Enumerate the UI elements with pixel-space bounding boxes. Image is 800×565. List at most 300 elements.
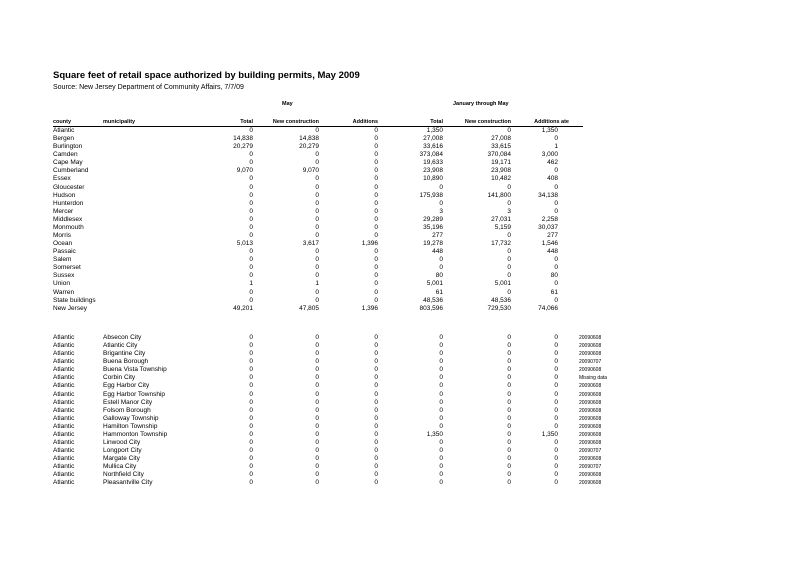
county-summary-table bbox=[0, 127, 800, 313]
date-code-cell: 20090707 bbox=[579, 359, 602, 366]
may-additions-cell: 0 bbox=[374, 430, 378, 438]
ytd-additions-cell: 0 bbox=[554, 350, 558, 358]
county-name-cell: Gloucester bbox=[53, 183, 85, 191]
ytd-additions-cell: 277 bbox=[547, 232, 558, 240]
ytd-total-cell: 0 bbox=[439, 447, 443, 455]
ytd-total-cell: 0 bbox=[439, 374, 443, 382]
county-name-cell: Hunterdon bbox=[53, 199, 84, 207]
municipality-row bbox=[0, 366, 800, 374]
may-total-cell: 0 bbox=[249, 248, 253, 256]
ytd-new-cell: 0 bbox=[507, 471, 511, 479]
county-name-cell: Essex bbox=[53, 175, 71, 183]
county-name-cell: Passaic bbox=[53, 248, 76, 256]
county-name-cell: Salem bbox=[53, 256, 72, 264]
county-row bbox=[0, 224, 800, 232]
may-additions-cell: 0 bbox=[374, 390, 378, 398]
may-total-cell: 0 bbox=[249, 439, 253, 447]
may-additions-cell: 0 bbox=[374, 199, 378, 207]
may-total-cell: 0 bbox=[249, 390, 253, 398]
municipality-name-cell: Hammonton Township bbox=[103, 430, 168, 438]
may-additions-cell: 0 bbox=[374, 471, 378, 479]
municipality-name-cell: Absecon City bbox=[103, 334, 142, 341]
ytd-new-cell: 17,732 bbox=[491, 240, 511, 248]
municipality-name-cell: Longport City bbox=[103, 447, 142, 455]
municipality-name-cell: Brigantine City bbox=[103, 350, 146, 358]
may-new-cell: 0 bbox=[315, 439, 319, 447]
county-row bbox=[0, 167, 800, 175]
municipality-row bbox=[0, 382, 800, 390]
may-total-cell: 0 bbox=[249, 232, 253, 240]
municipality-row bbox=[0, 455, 800, 463]
ytd-new-cell: 0 bbox=[507, 334, 511, 341]
municipality-row bbox=[0, 439, 800, 447]
may-new-cell: 0 bbox=[315, 382, 319, 390]
county-name-cell: Somerset bbox=[53, 264, 81, 272]
ytd-additions-cell: 0 bbox=[554, 471, 558, 479]
date-code-cell: 20090608 bbox=[579, 399, 602, 406]
may-new-cell: 0 bbox=[315, 207, 319, 215]
may-additions-cell: 1,396 bbox=[361, 240, 378, 248]
ytd-new-cell: 0 bbox=[507, 358, 511, 366]
may-total-cell: 0 bbox=[249, 471, 253, 479]
ytd-additions-cell: 34,138 bbox=[538, 191, 558, 199]
may-additions-cell: 0 bbox=[374, 264, 378, 272]
may-new-cell: 0 bbox=[315, 358, 319, 366]
municipality-name-cell: Buena Vista Township bbox=[103, 366, 167, 374]
ytd-total-cell: 0 bbox=[439, 390, 443, 398]
may-total-cell: 0 bbox=[249, 272, 253, 280]
may-total-cell: 0 bbox=[249, 358, 253, 366]
county-name-cell: Atlantic bbox=[53, 422, 75, 430]
ytd-new-cell: 0 bbox=[507, 430, 511, 438]
ytd-new-cell: 141,800 bbox=[487, 191, 511, 199]
may-additions-cell: 0 bbox=[374, 135, 378, 143]
ytd-total-cell: 0 bbox=[439, 471, 443, 479]
ytd-new-cell: 0 bbox=[507, 406, 511, 414]
ytd-additions-cell: 61 bbox=[550, 288, 558, 296]
may-total-cell: 0 bbox=[249, 151, 253, 159]
ytd-new-cell: 729,530 bbox=[487, 304, 511, 312]
may-additions-cell: 0 bbox=[374, 398, 378, 406]
municipality-name-cell: Egg Harbor Township bbox=[103, 390, 166, 398]
may-total-cell: 0 bbox=[249, 191, 253, 199]
may-new-cell: 0 bbox=[315, 406, 319, 414]
ytd-additions-cell: 0 bbox=[554, 382, 558, 390]
may-total-cell: 0 bbox=[249, 256, 253, 264]
municipality-name-cell: Buena Borough bbox=[103, 358, 149, 366]
date-code-cell: 20090608 bbox=[579, 415, 602, 422]
ytd-new-cell: 0 bbox=[507, 199, 511, 207]
may-additions-cell: 0 bbox=[374, 358, 378, 366]
may-total-cell: 0 bbox=[249, 382, 253, 390]
may-additions-cell: 0 bbox=[374, 232, 378, 240]
county-row bbox=[0, 240, 800, 248]
ytd-total-cell: 0 bbox=[439, 358, 443, 366]
county-row bbox=[0, 280, 800, 288]
may-additions-cell: 0 bbox=[374, 455, 378, 463]
may-additions-cell: 0 bbox=[374, 447, 378, 455]
may-additions-cell: 0 bbox=[374, 422, 378, 430]
may-additions-cell: 0 bbox=[374, 334, 378, 341]
county-name-cell: Cape May bbox=[53, 159, 83, 167]
may-additions-cell: 0 bbox=[374, 479, 378, 487]
may-new-cell: 0 bbox=[315, 366, 319, 374]
may-additions-cell: 0 bbox=[374, 280, 378, 288]
may-total-cell: 5,013 bbox=[236, 240, 253, 248]
municipality-row bbox=[0, 391, 800, 399]
may-new-cell: 14,838 bbox=[299, 135, 319, 143]
municipality-row bbox=[0, 399, 800, 407]
ytd-new-cell: 0 bbox=[507, 479, 511, 487]
may-new-cell: 0 bbox=[315, 159, 319, 167]
county-name-cell: Sussex bbox=[53, 272, 75, 280]
county-name-cell: Atlantic bbox=[53, 447, 75, 455]
county-row bbox=[0, 184, 800, 192]
may-additions-cell: 0 bbox=[374, 183, 378, 191]
ytd-total-cell: 0 bbox=[439, 463, 443, 471]
municipality-name-cell: Mullica City bbox=[103, 463, 137, 471]
may-total-cell: 0 bbox=[249, 342, 253, 350]
may-new-cell: 0 bbox=[315, 398, 319, 406]
may-new-cell: 0 bbox=[315, 374, 319, 382]
county-row bbox=[0, 216, 800, 224]
may-new-cell: 0 bbox=[315, 414, 319, 422]
county-name-cell: Atlantic bbox=[53, 439, 75, 447]
ytd-total-cell: 0 bbox=[439, 350, 443, 358]
date-code-cell: 20090608 bbox=[579, 472, 602, 479]
may-total-cell: 0 bbox=[249, 127, 253, 134]
county-row bbox=[0, 200, 800, 208]
municipality-row bbox=[0, 463, 800, 471]
col-header-ytd-additions: Additions ate bbox=[534, 119, 569, 125]
may-additions-cell: 0 bbox=[374, 382, 378, 390]
county-name-cell: Hudson bbox=[53, 191, 76, 199]
may-new-cell: 0 bbox=[315, 199, 319, 207]
ytd-total-cell: 373,084 bbox=[419, 151, 443, 159]
ytd-new-cell: 0 bbox=[507, 264, 511, 272]
date-code-cell: 20090608 bbox=[579, 456, 602, 463]
ytd-total-cell: 0 bbox=[439, 366, 443, 374]
may-total-cell: 49,201 bbox=[233, 304, 253, 312]
county-name-cell: Atlantic bbox=[53, 374, 75, 382]
ytd-additions-cell: 0 bbox=[554, 455, 558, 463]
ytd-new-cell: 0 bbox=[507, 439, 511, 447]
ytd-additions-cell: 0 bbox=[554, 167, 558, 175]
ytd-new-cell: 0 bbox=[507, 127, 511, 134]
ytd-total-cell: 1,350 bbox=[426, 430, 443, 438]
may-additions-cell: 0 bbox=[374, 159, 378, 167]
may-total-cell: 0 bbox=[249, 447, 253, 455]
county-name-cell: New Jersey bbox=[53, 304, 87, 312]
may-additions-cell: 0 bbox=[374, 342, 378, 350]
date-code-cell: 20090608 bbox=[579, 391, 602, 398]
ytd-additions-cell: 0 bbox=[554, 366, 558, 374]
may-new-cell: 20,279 bbox=[299, 143, 319, 151]
ytd-new-cell: 0 bbox=[507, 447, 511, 455]
ytd-new-cell: 5,159 bbox=[494, 223, 511, 231]
municipality-row bbox=[0, 350, 800, 358]
ytd-additions-cell: 0 bbox=[554, 422, 558, 430]
ytd-additions-cell: 0 bbox=[554, 207, 558, 215]
ytd-additions-cell: 0 bbox=[554, 135, 558, 143]
county-row bbox=[0, 127, 800, 135]
may-total-cell: 0 bbox=[249, 199, 253, 207]
county-row bbox=[0, 192, 800, 200]
county-row bbox=[0, 305, 800, 313]
ytd-total-cell: 19,633 bbox=[423, 159, 443, 167]
ytd-new-cell: 10,482 bbox=[491, 175, 511, 183]
may-new-cell: 0 bbox=[315, 288, 319, 296]
county-name-cell: Burlington bbox=[53, 143, 83, 151]
may-total-cell: 14,838 bbox=[233, 135, 253, 143]
ytd-additions-cell: 0 bbox=[554, 280, 558, 288]
ytd-total-cell: 1,350 bbox=[426, 127, 443, 134]
municipality-name-cell: Hamilton Township bbox=[103, 422, 158, 430]
ytd-additions-cell: 462 bbox=[547, 159, 558, 167]
ytd-total-cell: 0 bbox=[439, 382, 443, 390]
county-name-cell: Atlantic bbox=[53, 398, 75, 406]
col-header-may-new: New construction bbox=[272, 119, 319, 125]
may-new-cell: 0 bbox=[315, 127, 319, 134]
may-new-cell: 47,805 bbox=[299, 304, 319, 312]
county-row bbox=[0, 297, 800, 305]
ytd-new-cell: 0 bbox=[507, 398, 511, 406]
may-new-cell: 0 bbox=[315, 264, 319, 272]
may-new-cell: 0 bbox=[315, 455, 319, 463]
county-row bbox=[0, 143, 800, 151]
date-code-cell: 20090608 bbox=[579, 423, 602, 430]
may-new-cell: 0 bbox=[315, 390, 319, 398]
group-header-ytd: January through May bbox=[453, 101, 509, 107]
municipality-row bbox=[0, 358, 800, 366]
may-total-cell: 0 bbox=[249, 414, 253, 422]
ytd-total-cell: 5,001 bbox=[426, 280, 443, 288]
may-additions-cell: 0 bbox=[374, 439, 378, 447]
county-name-cell: Atlantic bbox=[53, 479, 75, 487]
county-name-cell: Mercer bbox=[53, 207, 74, 215]
may-new-cell: 0 bbox=[315, 151, 319, 159]
county-name-cell: Morris bbox=[53, 232, 72, 240]
ytd-total-cell: 0 bbox=[439, 199, 443, 207]
ytd-additions-cell: 0 bbox=[554, 447, 558, 455]
ytd-additions-cell: 3,000 bbox=[541, 151, 558, 159]
may-total-cell: 0 bbox=[249, 479, 253, 487]
municipality-row bbox=[0, 374, 800, 382]
may-additions-cell: 0 bbox=[374, 167, 378, 175]
ytd-total-cell: 0 bbox=[439, 342, 443, 350]
date-code-cell: 20090608 bbox=[579, 431, 602, 438]
municipality-name-cell: Corbin City bbox=[103, 374, 136, 382]
ytd-new-cell: 370,084 bbox=[487, 151, 511, 159]
may-new-cell: 0 bbox=[315, 471, 319, 479]
county-name-cell: Camden bbox=[53, 151, 78, 159]
municipality-name-cell: Egg Harbor City bbox=[103, 382, 150, 390]
ytd-total-cell: 80 bbox=[435, 272, 443, 280]
ytd-total-cell: 277 bbox=[432, 232, 443, 240]
ytd-new-cell: 0 bbox=[507, 390, 511, 398]
may-additions-cell: 0 bbox=[374, 248, 378, 256]
may-total-cell: 0 bbox=[249, 374, 253, 382]
ytd-new-cell: 0 bbox=[507, 232, 511, 240]
date-code-cell: Missing data bbox=[579, 375, 608, 382]
municipality-name-cell: Pleasantville City bbox=[103, 479, 153, 487]
source-note: Source: New Jersey Department of Community Affairs, 7/7/09 bbox=[53, 84, 244, 91]
may-total-cell: 0 bbox=[249, 422, 253, 430]
date-code-cell: 20090707 bbox=[579, 448, 602, 455]
ytd-total-cell: 27,008 bbox=[423, 135, 443, 143]
county-row bbox=[0, 264, 800, 272]
col-header-may-additions: Additions bbox=[352, 119, 378, 125]
county-row bbox=[0, 175, 800, 183]
may-additions-cell: 0 bbox=[374, 374, 378, 382]
may-total-cell: 0 bbox=[249, 207, 253, 215]
may-total-cell: 0 bbox=[249, 159, 253, 167]
ytd-additions-cell: 0 bbox=[554, 479, 558, 487]
county-row bbox=[0, 272, 800, 280]
county-name-cell: Atlantic bbox=[53, 350, 75, 358]
may-total-cell: 0 bbox=[249, 215, 253, 223]
date-code-cell: 20090608 bbox=[579, 351, 602, 358]
may-total-cell: 0 bbox=[249, 334, 253, 341]
ytd-total-cell: 3 bbox=[439, 207, 443, 215]
ytd-total-cell: 0 bbox=[439, 406, 443, 414]
county-row bbox=[0, 208, 800, 216]
ytd-new-cell: 0 bbox=[507, 366, 511, 374]
ytd-additions-cell: 0 bbox=[554, 199, 558, 207]
municipality-row bbox=[0, 471, 800, 479]
may-additions-cell: 0 bbox=[374, 223, 378, 231]
county-name-cell: Atlantic bbox=[53, 342, 75, 350]
may-new-cell: 0 bbox=[315, 183, 319, 191]
county-name-cell: Atlantic bbox=[53, 358, 75, 366]
col-header-may-total: Total bbox=[240, 119, 253, 125]
ytd-total-cell: 19,278 bbox=[423, 240, 443, 248]
ytd-additions-cell: 0 bbox=[554, 264, 558, 272]
ytd-new-cell: 0 bbox=[507, 288, 511, 296]
county-row bbox=[0, 232, 800, 240]
may-new-cell: 0 bbox=[315, 223, 319, 231]
municipality-row bbox=[0, 447, 800, 455]
may-additions-cell: 0 bbox=[374, 288, 378, 296]
may-total-cell: 9,070 bbox=[236, 167, 253, 175]
county-row bbox=[0, 151, 800, 159]
ytd-new-cell: 19,171 bbox=[491, 159, 511, 167]
may-total-cell: 20,279 bbox=[233, 143, 253, 151]
may-new-cell: 0 bbox=[315, 191, 319, 199]
county-name-cell: Atlantic bbox=[53, 414, 75, 422]
may-additions-cell: 0 bbox=[374, 151, 378, 159]
date-code-cell: 20090608 bbox=[579, 383, 602, 390]
municipality-name-cell: Galloway Township bbox=[103, 414, 159, 422]
may-new-cell: 1 bbox=[315, 280, 319, 288]
date-code-cell: 20090608 bbox=[579, 343, 602, 350]
ytd-additions-cell: 448 bbox=[547, 248, 558, 256]
ytd-total-cell: 35,196 bbox=[423, 223, 443, 231]
county-row bbox=[0, 256, 800, 264]
may-additions-cell: 1,396 bbox=[361, 304, 378, 312]
date-code-cell: 20090608 bbox=[579, 335, 602, 341]
ytd-new-cell: 33,615 bbox=[491, 143, 511, 151]
may-additions-cell: 0 bbox=[374, 350, 378, 358]
county-row bbox=[0, 248, 800, 256]
may-total-cell: 0 bbox=[249, 455, 253, 463]
county-name-cell: Monmouth bbox=[53, 223, 84, 231]
municipality-row bbox=[0, 407, 800, 415]
may-additions-cell: 0 bbox=[374, 191, 378, 199]
may-additions-cell: 0 bbox=[374, 127, 378, 134]
date-code-cell: 20090608 bbox=[579, 367, 602, 374]
county-row bbox=[0, 289, 800, 297]
ytd-total-cell: 0 bbox=[439, 455, 443, 463]
ytd-total-cell: 61 bbox=[435, 288, 443, 296]
ytd-total-cell: 0 bbox=[439, 439, 443, 447]
ytd-total-cell: 803,596 bbox=[419, 304, 443, 312]
ytd-additions-cell: 74,066 bbox=[538, 304, 558, 312]
ytd-additions-cell: 0 bbox=[554, 390, 558, 398]
ytd-new-cell: 0 bbox=[507, 422, 511, 430]
ytd-additions-cell: 0 bbox=[554, 334, 558, 341]
may-total-cell: 0 bbox=[249, 398, 253, 406]
county-name-cell: Bergen bbox=[53, 135, 74, 143]
municipality-row bbox=[0, 431, 800, 439]
county-row bbox=[0, 135, 800, 143]
date-code-cell: 20090608 bbox=[579, 407, 602, 414]
may-new-cell: 3,617 bbox=[302, 240, 319, 248]
county-name-cell: Cumberland bbox=[53, 167, 89, 175]
county-name-cell: Atlantic bbox=[53, 455, 75, 463]
municipality-table bbox=[0, 334, 800, 487]
ytd-total-cell: 0 bbox=[439, 398, 443, 406]
county-name-cell: Atlantic bbox=[53, 127, 75, 134]
may-additions-cell: 0 bbox=[374, 463, 378, 471]
date-code-cell: 20090608 bbox=[579, 440, 602, 447]
may-additions-cell: 0 bbox=[374, 296, 378, 304]
county-row bbox=[0, 159, 800, 167]
ytd-new-cell: 0 bbox=[507, 382, 511, 390]
ytd-new-cell: 0 bbox=[507, 342, 511, 350]
ytd-new-cell: 23,908 bbox=[491, 167, 511, 175]
group-header-may: May bbox=[282, 101, 293, 107]
ytd-total-cell: 0 bbox=[439, 334, 443, 341]
may-additions-cell: 0 bbox=[374, 366, 378, 374]
county-name-cell: Atlantic bbox=[53, 366, 75, 374]
ytd-new-cell: 27,031 bbox=[491, 215, 511, 223]
col-header-municipality: municipality bbox=[103, 119, 136, 125]
may-new-cell: 0 bbox=[315, 342, 319, 350]
may-new-cell: 0 bbox=[315, 296, 319, 304]
may-new-cell: 0 bbox=[315, 248, 319, 256]
ytd-additions-cell: 30,037 bbox=[538, 223, 558, 231]
may-new-cell: 9,070 bbox=[302, 167, 319, 175]
may-additions-cell: 0 bbox=[374, 256, 378, 264]
col-header-ytd-total: Total bbox=[430, 119, 443, 125]
ytd-total-cell: 0 bbox=[439, 264, 443, 272]
municipality-name-cell: Estell Manor City bbox=[103, 398, 153, 406]
ytd-new-cell: 0 bbox=[507, 374, 511, 382]
page-title: Square feet of retail space authorized by building permits, May 2009 bbox=[53, 70, 360, 81]
ytd-additions-cell: 0 bbox=[554, 342, 558, 350]
ytd-total-cell: 48,536 bbox=[423, 296, 443, 304]
ytd-additions-cell: 408 bbox=[547, 175, 558, 183]
ytd-additions-cell: 2,258 bbox=[541, 215, 558, 223]
may-new-cell: 0 bbox=[315, 272, 319, 280]
ytd-new-cell: 48,536 bbox=[491, 296, 511, 304]
may-total-cell: 1 bbox=[249, 280, 253, 288]
ytd-total-cell: 0 bbox=[439, 256, 443, 264]
may-total-cell: 0 bbox=[249, 406, 253, 414]
county-name-cell: Atlantic bbox=[53, 471, 75, 479]
may-new-cell: 0 bbox=[315, 463, 319, 471]
